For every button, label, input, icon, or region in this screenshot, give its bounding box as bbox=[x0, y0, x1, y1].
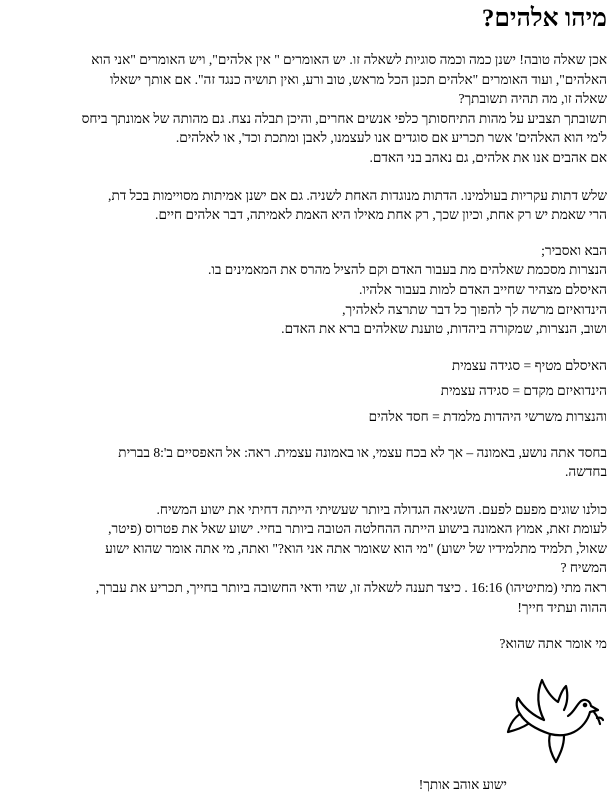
text-line: שאלה זו, מה תהיה תשובתך? bbox=[458, 91, 607, 107]
text-line: האיסלם מטיף = סגידה עצמית bbox=[451, 357, 607, 373]
text-line: המשיח ? bbox=[560, 560, 607, 576]
text-line: הנצרות מסכמת שאלהים מת בעבור האדם וקם להציל מהרס את המאמינים בו. bbox=[207, 262, 607, 278]
text-line: שלש דתות עקריות בעולמינו. הדתות מנוגדות האחת לשניה. גם אם ישנן אמיתות מסויימות בכל דת, bbox=[108, 187, 607, 203]
document-body bbox=[8, 50, 607, 654]
signature-text: ישוע אוהב אותך! bbox=[418, 777, 507, 792]
text-line: בחדשה. bbox=[565, 464, 607, 480]
text-line: ל'מי הוא האלהים' אשר תכריע אם סוגדים אנו לעצמנו, לאבן ומתכת וכד', או לאלהים. bbox=[175, 130, 607, 146]
text-line: ראה מתי (מתיטיהו) 16:16 . כיצד תענה לשאלה זו, שהי ודאי החשובה ביותר בחייך, תכריע את עברך, bbox=[95, 580, 607, 596]
text-line: ההוה ועתיד חייך! bbox=[517, 599, 607, 615]
text-line: בחסד אתה נושע, באמונה – אך לא בכח עצמי, או באמונה עצמית. ראה: אל האפסיים ב':8 בברית bbox=[118, 444, 607, 460]
text-line: הינדואיזם מרשה לך להפוך כל דבר שתרצה לאלהיך, bbox=[342, 301, 607, 317]
paragraph-grace bbox=[8, 443, 607, 482]
paragraph-religions bbox=[8, 186, 607, 225]
paragraph-explanation bbox=[8, 241, 607, 339]
paragraph-intro bbox=[8, 50, 607, 168]
text-line: האלהים", ועוד האומרים "אלהים תכנן הכל מראש, טוב ורע, ואין תושיה כנגד זה". אם אותך ישאלו bbox=[109, 71, 607, 87]
text-line: לעומת זאת, אמוץ האמונה בישוע הייתה ההחלטה הטובה ביותר בחיי. ישוע שאל את פטרוס (פיטר, bbox=[108, 521, 607, 537]
text-line: והנצרות משרשי היהדות מלמדת = חסד אלהים bbox=[368, 408, 607, 424]
text-line: ושוב, הנצרות, שמקורה ביהדות, טוענת שאלהים ברא את האדם. bbox=[281, 321, 607, 337]
closing-question bbox=[8, 634, 607, 654]
paragraph-testimony bbox=[8, 500, 607, 618]
text-line: כולנו שוגים מפעם לפעם. השגיאה הגדולה ביותר שעשיתי הייתה דחיתי את ישוע המשיח. bbox=[156, 501, 607, 517]
text-line: האיסלם מצהיר שחייב האדם למות בעבור אלהיו. bbox=[358, 281, 607, 297]
page-title: מיהו אלהים? bbox=[481, 5, 607, 32]
text-line: הרי שאמת יש רק אחת, וכיון שכך, רק אחת מאילו היא האמת לאמיתה, דבר אלהים חיים. bbox=[155, 207, 607, 223]
text-line: מי אומר אתה שהוא? bbox=[499, 636, 607, 652]
paragraph-summary bbox=[8, 356, 607, 427]
text-line: אם אהבים אנו את אלהים, גם נאהב בני האדם. bbox=[369, 149, 607, 165]
dove-icon bbox=[504, 672, 604, 770]
text-line: אכן שאלה טובה! ישנן כמה וכמה סוגיות לשאלה זו. יש האומרים " אין אלהים", ויש האומרים "אני הוא bbox=[91, 52, 607, 67]
text-line: הבא ואסביר; bbox=[541, 242, 607, 258]
text-line: שאול, תלמיד מתלמידיו של ישוע) "מי הוא שאומר אתה אני הוא?" ואתה, מי אתה אומר שהוא ישוע bbox=[105, 540, 607, 556]
text-line: הינדואיזם מקדם = סגידה עצמית bbox=[440, 383, 607, 399]
text-line: תשובתך תצביע על מהות התיחסותך כלפי אנשים אחרים, והיכן תבלה נצח. גם מהותה של אמונתך ביחס bbox=[81, 110, 607, 126]
